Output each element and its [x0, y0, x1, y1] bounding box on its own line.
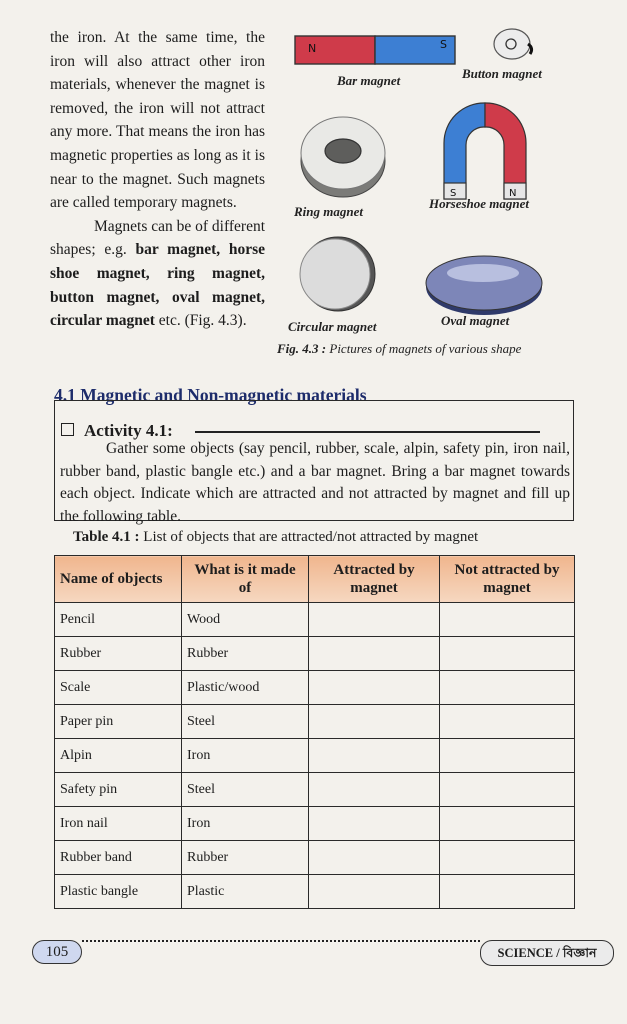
material-cell: Plastic: [182, 875, 309, 909]
button-magnet-image: [486, 26, 546, 66]
activity-body: [60, 438, 570, 528]
material-cell: Plastic/wood: [182, 671, 309, 705]
section-heading: 4.1 Magnetic and Non-magnetic materials: [54, 385, 367, 405]
header-made-of: What is it made of: [182, 556, 309, 603]
object-name-cell: Rubber: [55, 637, 182, 671]
shapes-list: bar magnet, horse shoe magnet, ring magnet, button magnet, oval magnet, circular magnet: [50, 241, 265, 330]
table-row: [55, 841, 575, 875]
table-row: [55, 637, 575, 671]
activity-text: Gather some objects (say pencil, rubber, scale, alpin, safety pin, iron nail, rubber band, plastic bangle etc.) and a bar magnet. Bring a bar magnet towards each object. Indicate which are attracted and not attracted by magnet and fill up the following table.: [60, 440, 570, 525]
not-attracted-cell[interactable]: [440, 705, 575, 739]
intro-text: [50, 26, 265, 333]
subject-badge: SCIENCE / বিজ্ঞান: [480, 940, 614, 966]
table-row: [55, 671, 575, 705]
material-cell: Iron: [182, 807, 309, 841]
button-magnet-label: Button magnet: [462, 66, 542, 81]
table-caption: [73, 529, 478, 546]
activity-box: [54, 400, 574, 525]
activity-title: Activity 4.1:: [84, 421, 173, 440]
header-not-attracted: Not attracted by magnet: [440, 556, 575, 603]
not-attracted-cell[interactable]: [440, 739, 575, 773]
intro-paragraph-1: the iron. At the same time, the iron will also attract other iron materials, whenever the magnet is removed, the iron will not attract any more. That means the iron has magnetic properties as long as it is near to the magnet. Such magnets are called temporary magnets.: [50, 29, 265, 212]
not-attracted-cell[interactable]: [440, 807, 575, 841]
attracted-cell[interactable]: [309, 603, 440, 637]
object-name-cell: Safety pin: [55, 773, 182, 807]
attracted-cell[interactable]: [309, 875, 440, 909]
oval-magnet-image: [423, 249, 545, 319]
activity-title-rule: [195, 431, 540, 433]
intro-paragraph-2: [50, 215, 265, 333]
shapes-prefix: Magnets can be of different shapes; e.g.: [50, 217, 266, 259]
horseshoe-south-label: S: [450, 188, 457, 199]
figure-caption: [277, 341, 577, 357]
header-attracted: Attracted by magnet: [309, 556, 440, 603]
checkbox-icon: [61, 423, 74, 436]
bar-magnet-north-label: N: [308, 42, 317, 55]
material-cell: Rubber: [182, 637, 309, 671]
ring-magnet-label: Ring magnet: [294, 204, 363, 219]
horseshoe-magnet-image: [440, 99, 530, 204]
material-cell: Steel: [182, 773, 309, 807]
horseshoe-north-label: N: [509, 188, 517, 199]
horseshoe-magnet-label: Horseshoe magnet: [429, 196, 530, 211]
table-row: [55, 807, 575, 841]
bar-magnet-south-label: S: [440, 38, 447, 51]
not-attracted-cell[interactable]: [440, 841, 575, 875]
attracted-cell[interactable]: [309, 739, 440, 773]
circular-magnet-image: [298, 234, 380, 316]
table-row: [55, 705, 575, 739]
not-attracted-cell[interactable]: [440, 671, 575, 705]
attracted-cell[interactable]: [309, 841, 440, 875]
bar-magnet-image: [294, 35, 456, 69]
table-row: [55, 603, 575, 637]
object-name-cell: Pencil: [55, 603, 182, 637]
figure-caption-number: Fig. 4.3 :: [277, 341, 327, 356]
object-name-cell: Scale: [55, 671, 182, 705]
table-header-row: [55, 556, 575, 603]
table-row: [55, 875, 575, 909]
not-attracted-cell[interactable]: [440, 603, 575, 637]
ring-magnet-image: [298, 109, 388, 209]
magnets-figure: [280, 24, 580, 374]
table-caption-text: List of objects that are attracted/not attracted by magnet: [143, 529, 479, 545]
oval-magnet-label: Oval magnet: [441, 313, 510, 328]
page-number: 105: [32, 940, 82, 964]
header-name-of-objects: Name of objects: [55, 556, 182, 603]
shapes-suffix: etc. (Fig. 4.3).: [158, 312, 247, 330]
figure-caption-text: Pictures of magnets of various shape: [329, 341, 522, 356]
attracted-cell[interactable]: [309, 807, 440, 841]
object-name-cell: Plastic bangle: [55, 875, 182, 909]
material-cell: Rubber: [182, 841, 309, 875]
object-name-cell: Alpin: [55, 739, 182, 773]
table-caption-number: Table 4.1 :: [73, 529, 140, 545]
attracted-cell[interactable]: [309, 773, 440, 807]
material-cell: Iron: [182, 739, 309, 773]
object-name-cell: Paper pin: [55, 705, 182, 739]
not-attracted-cell[interactable]: [440, 773, 575, 807]
object-name-cell: Iron nail: [55, 807, 182, 841]
attracted-cell[interactable]: [309, 705, 440, 739]
material-cell: Wood: [182, 603, 309, 637]
not-attracted-cell[interactable]: [440, 875, 575, 909]
table-row: [55, 773, 575, 807]
not-attracted-cell[interactable]: [440, 637, 575, 671]
table-row: [55, 739, 575, 773]
attracted-cell[interactable]: [309, 637, 440, 671]
object-name-cell: Rubber band: [55, 841, 182, 875]
footer-dotted-rule: [82, 940, 480, 942]
bar-magnet-label: Bar magnet: [337, 73, 401, 88]
material-cell: Steel: [182, 705, 309, 739]
objects-table: [54, 555, 575, 909]
attracted-cell[interactable]: [309, 671, 440, 705]
circular-magnet-label: Circular magnet: [288, 319, 377, 334]
